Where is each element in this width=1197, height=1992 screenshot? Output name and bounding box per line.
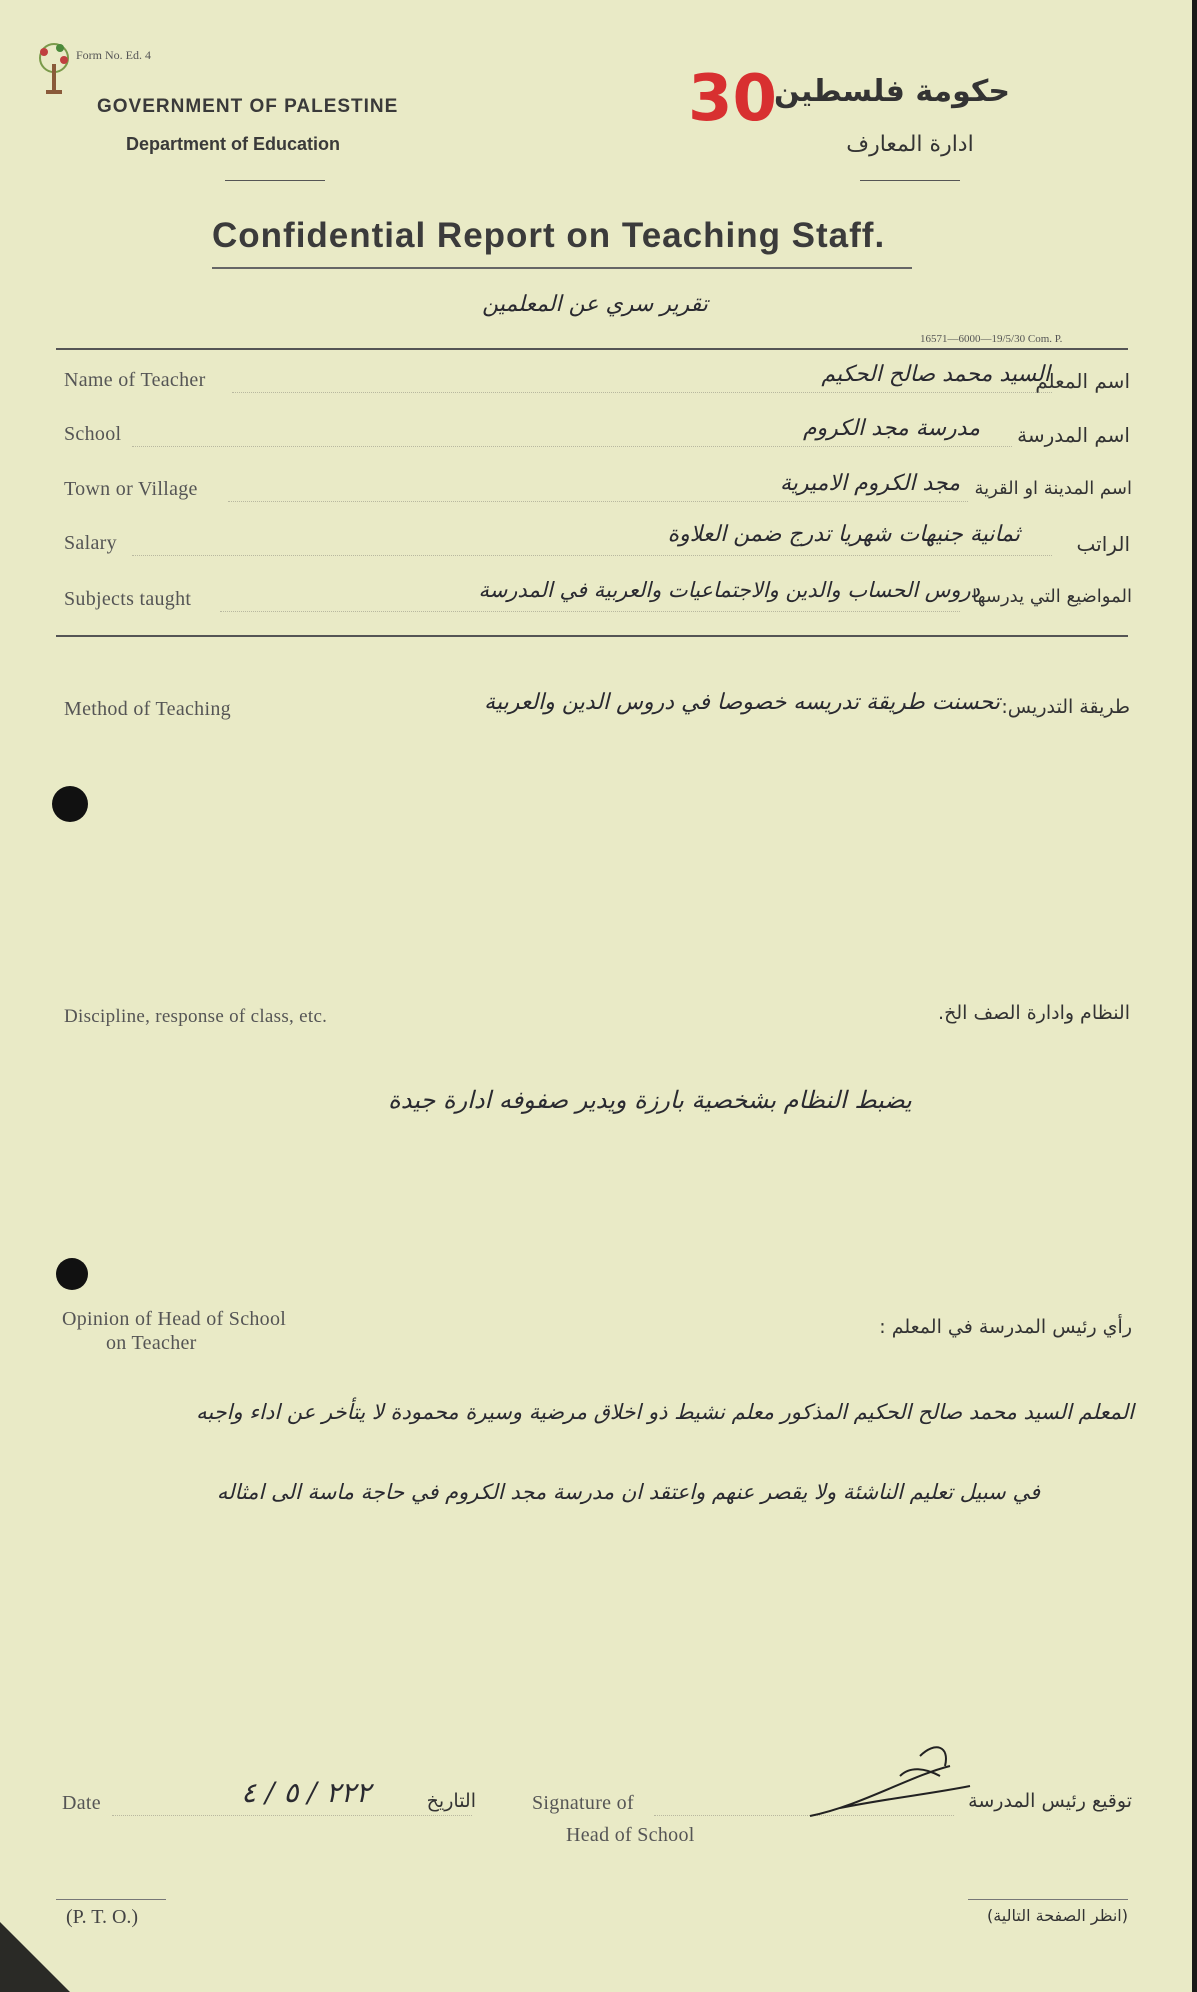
opinion-line-1: المعلم السيد محمد صالح الحكيم المذكور معلم نشيط ذو اخلاق مرضية وسيرة محمودة لا يتأخر عن اداء واجبه	[196, 1400, 1134, 1424]
punch-hole-bottom	[56, 1258, 88, 1290]
teacher-name-label-ar: اسم المعلم	[1035, 369, 1130, 393]
opinion-label-ar: رأي رئيس المدرسة في المعلم :	[879, 1316, 1132, 1338]
town-label-ar: اسم المدينة او القرية	[974, 478, 1132, 499]
title-underline	[212, 267, 912, 269]
head-of-school-signature	[800, 1736, 980, 1826]
government-title-en: GOVERNMENT OF PALESTINE	[97, 96, 399, 117]
subjects-value: دروس الحساب والدين والاجتماعيات والعربية في المدرسة	[478, 578, 980, 602]
opinion-label: Opinion of Head of School	[62, 1308, 287, 1330]
form-number: Form No. Ed. 4	[76, 48, 151, 62]
department-title-en: Department of Education	[126, 134, 341, 154]
opinion-line-2: في سبيل تعليم الناشئة ولا يقصر عنهم واعتقد ان مدرسة مجد الكروم في حاجة ماسة الى امثاله	[216, 1480, 1040, 1504]
pto-note: (P. T. O.)	[66, 1906, 139, 1928]
teacher-name-value: السيد محمد صالح الحكيم	[821, 362, 1050, 387]
opinion-label-line2: on Teacher	[106, 1332, 197, 1354]
teacher-name-label: Name of Teacher	[64, 369, 206, 391]
method-label: Method of Teaching	[64, 698, 231, 720]
subjects-label-ar: المواضيع التي يدرسها	[972, 586, 1132, 607]
town-label: Town or Village	[64, 478, 198, 500]
punch-hole-top	[52, 786, 88, 822]
salary-label-ar: الراتب	[1076, 532, 1130, 556]
report-title-ar: تقرير سري عن المعلمين	[482, 292, 708, 317]
school-value: مدرسة مجد الكروم	[802, 416, 980, 441]
date-label: Date	[62, 1792, 101, 1814]
signature-label-line2: Head of School	[566, 1824, 695, 1846]
ornament-divider-right	[860, 180, 960, 181]
page-corner-shadow	[0, 1922, 70, 1992]
pto-note-ar: (انظر الصفحة التالية)	[986, 1906, 1128, 1925]
ornament-divider-left	[225, 180, 325, 181]
page-number: 30	[688, 62, 778, 136]
top-rule	[56, 348, 1128, 350]
report-title: Confidential Report on Teaching Staff.	[212, 216, 886, 255]
signature-label-ar: توقيع رئيس المدرسة	[968, 1790, 1132, 1812]
fields-bottom-rule	[56, 635, 1128, 637]
school-label: School	[64, 423, 122, 445]
discipline-value: يضبط النظام بشخصية بارزة ويدير صفوفه ادارة جيدة	[388, 1086, 912, 1114]
method-value: تحسنت طريقة تدريسه خصوصا في دروس الدين والعربية	[484, 690, 1000, 715]
date-value: ٢٢٢ / ٥ / ٤	[241, 1776, 371, 1809]
government-title-ar: حكومة فلسطين	[774, 74, 1010, 109]
school-label-ar: اسم المدرسة	[1017, 423, 1130, 447]
pto-rule-right	[968, 1899, 1128, 1900]
tree-logo-icon	[30, 38, 78, 108]
signature-label: Signature of	[532, 1792, 634, 1814]
salary-value: ثمانية جنيهات شهريا تدرج ضمن العلاوة	[667, 522, 1020, 547]
method-label-ar: طريقة التدريس:	[1001, 696, 1130, 718]
department-title-ar: ادارة المعارف	[846, 132, 974, 157]
discipline-label: Discipline, response of class, etc.	[64, 1006, 328, 1027]
town-value: مجد الكروم الاميرية	[779, 471, 960, 496]
print-code: 16571—6000—19/5/30 Com. P.	[920, 333, 1063, 345]
pto-rule-left	[56, 1899, 166, 1900]
discipline-label-ar: النظام وادارة الصف الخ.	[938, 1002, 1130, 1024]
subjects-label: Subjects taught	[64, 588, 192, 610]
date-label-ar: التاريخ	[426, 1790, 476, 1812]
salary-label: Salary	[64, 532, 117, 554]
